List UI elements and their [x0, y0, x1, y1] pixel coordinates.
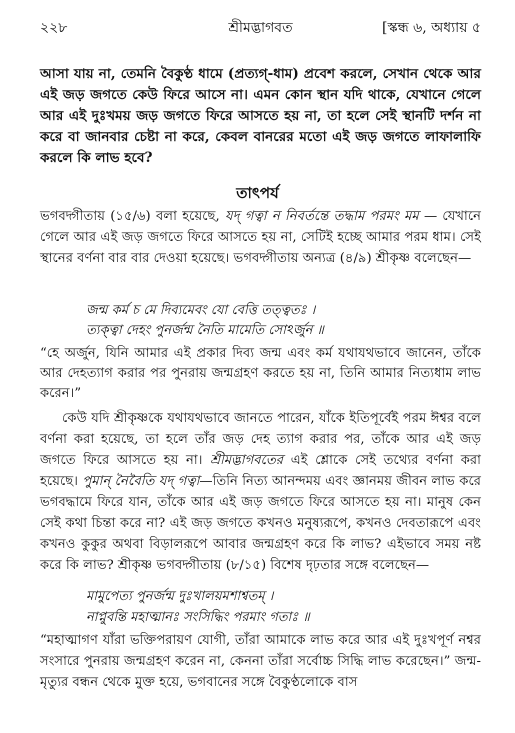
sloka-1-translation: “হে অর্জুন, যিনি আমার এই প্রকার দিব্য জন্ম এবং কর্ম যথাযথভাবে জানেন, তাঁকে আর দেহত্যাগ করার পর পুনরায় জন্মগ্রহণ করতে হয় না, তিনি আমার নিত্যধাম লাভ করেন।”	[40, 346, 481, 401]
purport-text: —তিনি নিত্য আনন্দময় এবং জ্ঞানময় জীবন লাভ করে ভগবদ্ধামে ফিরে যান, তাঁকে আর এই জড় জগতে ফিরে আসতে হয় না। মানুষ কেন সেই কথা চিন্তা করে না? এই জড় জগতে কখনও মনুষ্যরূপে, কখনও দেবতারূপে এবং কখনও কুকুর অথবা বিড়ালরূপে আবার জন্মগ্রহণ করে কি লাভ? এইভাবে সময় নষ্ট করে কি লাভ? শ্রীকৃষ্ণ ভগবদ্গীতায় (৮/১৫) বিশেষ দৃঢ়তার সঙ্গে বলেছেন—	[40, 474, 481, 573]
section-reference: [স্কন্ধ ৬, অধ্যায় ৫	[382, 20, 481, 36]
sloka-2-line-1: মামুপেত্য পুনর্জন্ম দুঃখালয়মশাশ্বতম্ ।	[86, 589, 274, 604]
sloka-1-line-2: ত্যক্ত্বা দেহং পুনর্জন্ম নৈতি মামেতি সোঽর্জুন ॥	[86, 323, 324, 338]
purport-paragraph-1	[40, 206, 481, 269]
sanskrit-quote: যদ্ গত্বা ন নিবর্তন্তে তদ্ধাম পরমং মম	[224, 209, 419, 224]
sloka-1-line-1: জন্ম কর্ম চ মে দিব্যমেবং যো বেত্তি তত্ত্বতঃ ।	[86, 303, 316, 318]
purport-text: কেউ যদি শ্রীকৃষ্ণকে যথাযথভাবে জানতে পারেন, যাঁকে ইতিপূর্বেই পরম ঈশ্বর বলে বর্ণনা করা হয়েছে, তা হলে তাঁর জড় দেহ ত্যাগ করার পর, তাঁকে আর এই জড় জগতে ফিরে আসতে হয় না।	[40, 411, 481, 468]
verse-translation: আসা যায় না, তেমনি বৈকুণ্ঠ ধামে (প্রত্যগ্‌-ধাম) প্রবেশ করলে, সেখান থেকে আর এই জড় জগতে কেউ ফিরে আসে না। এমন কোন স্থান যদি থাকে, যেখানে গেলে আর এই দুঃখময় জড় জগতে ফিরে আসতে হয় না, তা হলে সেই স্থানটি দর্শন না করে বা জানবার চেষ্টা না করে, কেবল বানরের মতো এই জড় জগতে লাফালাফি করলে কি লাভ হবে?	[40, 66, 481, 166]
sanskrit-quote: পুমান্ নৈবৈতি যদ্ গত্বা	[82, 474, 200, 489]
purport-heading: তাৎপর্য	[236, 184, 279, 202]
purport-text: ভগবদ্গীতায় (১৫/৬) বলা হয়েছে,	[40, 209, 225, 224]
purport-text: — যেখানে গেলে আর এই জড় জগতে ফিরে আসতে হয় না, সেটিই হচ্ছে আমার পরম ধাম। সেই স্থানের বর্ণনা বার বার দেওয়া হয়েছে। ভগবদ্গীতায় অন্যত্র (৪/৯) শ্রীকৃষ্ণ বলেছেন—	[40, 209, 481, 266]
sloka-2-translation: “মহাত্মাগণ যাঁরা ভক্তিপরায়ণ যোগী, তাঁরা আমাকে লাভ করে আর এই দুঃখপূর্ণ নশ্বর সংসারে পুনরায় জন্মগ্রহণ করেন না, কেননা তাঁরা সর্বোচ্চ সিদ্ধি লাভ করেছেন।” জন্ম-মৃত্যুর বন্ধন থেকে মুক্ত হয়ে, ভগবানের সঙ্গে বৈকুণ্ঠলোকে বাস	[40, 633, 481, 690]
purport-paragraph-2	[40, 408, 481, 576]
book-title: শ্রীমদ্ভাগবত	[228, 20, 293, 36]
page-header	[40, 18, 481, 38]
page-number: ২২৮	[40, 20, 68, 36]
sloka-2-line-2: নাপ্নুবন্তি মহাত্মানঃ সংসিদ্ধিং পরমাং গতাঃ ॥	[86, 610, 310, 625]
purport-text: এই শ্লোকে সেই তথ্যের বর্ণনা করা হয়েছে।	[40, 453, 481, 489]
book-reference: শ্রীমদ্ভাগবতের	[210, 453, 284, 468]
